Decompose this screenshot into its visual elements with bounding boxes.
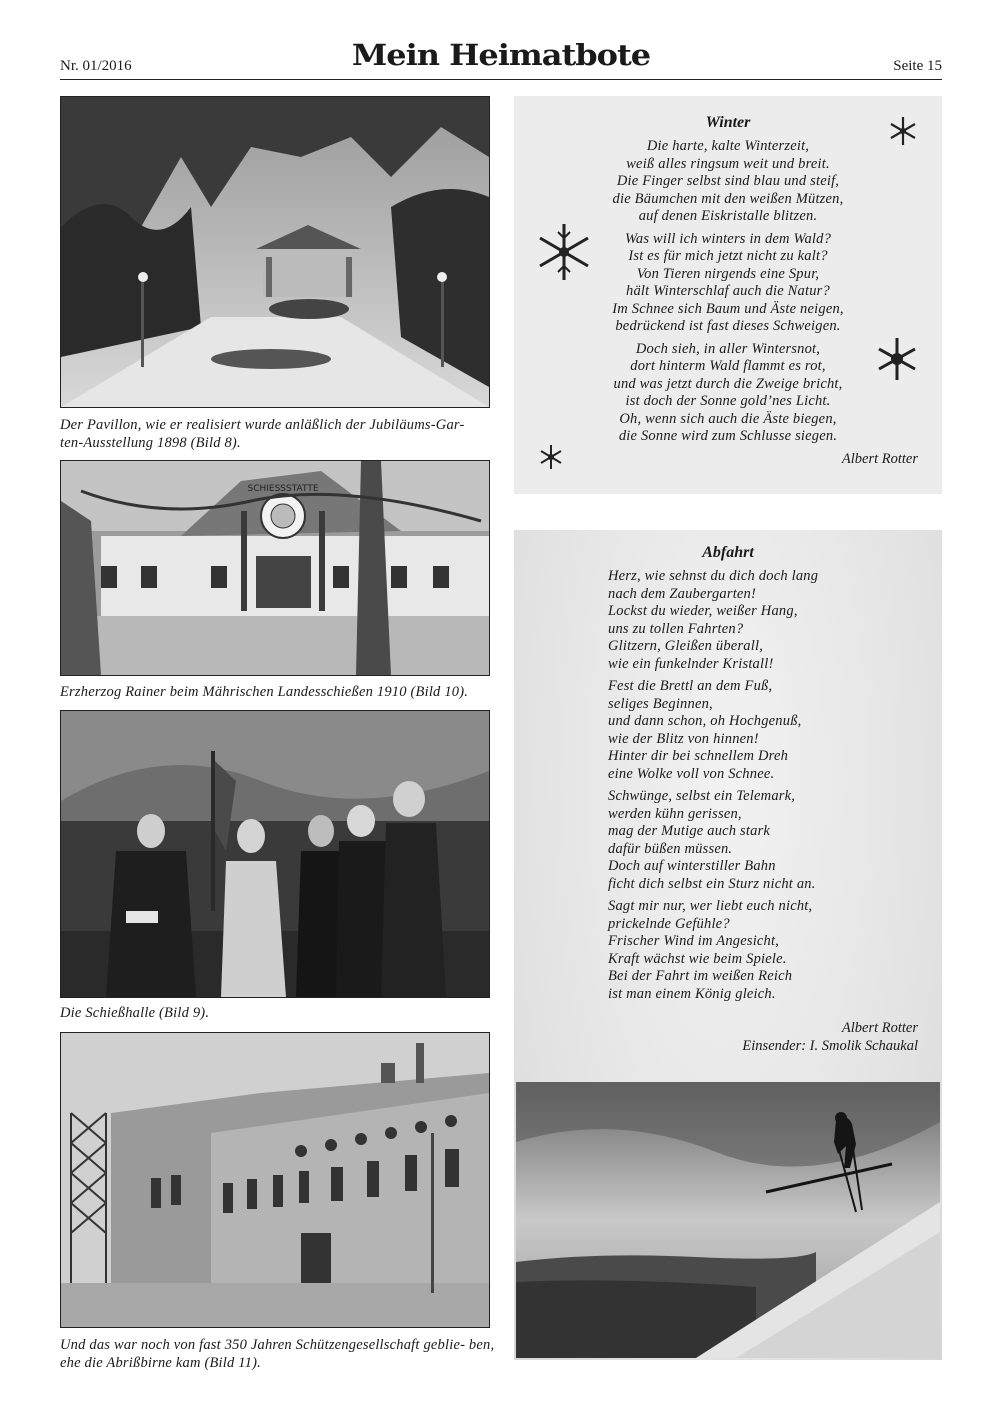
poem-line: auf denen Eiskristalle blitzen. xyxy=(638,208,818,224)
poem-line: weiß alles ringsum weit und breit. xyxy=(626,155,830,172)
poem-line: und was jetzt durch die Zweige bricht, xyxy=(613,375,843,392)
photo-pavilion xyxy=(60,96,490,408)
photo-archduke-group xyxy=(60,710,490,998)
snowflake-icon xyxy=(534,222,594,282)
poem-winter-text xyxy=(514,114,942,468)
poem-winter-author: Albert Rotter xyxy=(841,450,918,467)
poem-line: ist doch der Sonne gold’nes Licht. xyxy=(625,393,831,409)
poem-winter xyxy=(514,96,942,494)
poem-abfahrt-text xyxy=(608,568,928,1008)
poem-line: werden kühn gerissen, xyxy=(608,805,742,822)
poem-line: Doch auf winterstiller Bahn xyxy=(608,858,776,874)
poem-line: dort hinterm Wald flammt es rot, xyxy=(630,358,826,374)
poem-line: Sagt mir nur, wer liebt euch nicht, xyxy=(608,898,813,914)
poem-line: Im Schnee sich Baum und Äste neigen, xyxy=(612,300,844,317)
poem-line: und dann schon, oh Hochgenuß, xyxy=(608,713,802,729)
poem-line: die Bäumchen mit den weißen Mützen, xyxy=(612,190,844,207)
caption-shooting-range: Erzherzog Rainer beim Mährischen Landesschießen 1910 (Bild 10). xyxy=(60,684,469,700)
poem-line: Ist es für mich jetzt nicht zu kalt? xyxy=(628,248,828,264)
photo-skier xyxy=(516,1082,940,1358)
poem-line: Bei der Fahrt im weißen Reich xyxy=(608,968,793,984)
poem-line: hält Winterschlaf auch die Natur? xyxy=(626,283,830,299)
poem-line: Herz, wie sehnst du dich doch lang xyxy=(608,568,819,584)
snowflake-icon xyxy=(874,336,920,382)
poem-line: Oh, wenn sich auch die Äste biegen, xyxy=(619,410,837,427)
poem-abfahrt-author: Albert Rotter xyxy=(841,1020,918,1036)
photo-shooting-range xyxy=(60,460,490,676)
poem-line: dafür büßen müssen. xyxy=(608,840,733,857)
poem-line: wie der Blitz von hinnen! xyxy=(608,730,759,747)
snowflake-icon xyxy=(538,444,564,470)
poem-line: mag der Mutige auch stark xyxy=(608,823,771,839)
poem-line: Doch sieh, in aller Wintersnot, xyxy=(635,340,821,357)
caption-building: Und das war noch von fast 350 Jahren Schützengesellschaft geblie- ben, ehe die Abrißbirne kam (Bild 11). xyxy=(60,1337,495,1371)
poem-line: Die Finger selbst sind blau und steif, xyxy=(616,173,840,189)
snowflake-icon xyxy=(888,116,918,146)
poem-line: Schwünge, selbst ein Telemark, xyxy=(608,788,796,804)
poem-abfahrt xyxy=(514,530,942,1360)
poem-winter-title: Winter xyxy=(705,114,751,131)
poem-line: die Sonne wird zum Schlusse siegen. xyxy=(618,428,838,444)
page-header xyxy=(60,36,942,80)
poem-line: Kraft wächst wie beim Spiele. xyxy=(608,950,787,967)
poem-line: wie ein funkelnder Kristall! xyxy=(608,655,774,672)
poem-line: Von Tieren nirgends eine Spur, xyxy=(636,265,820,282)
photo-building xyxy=(60,1032,490,1328)
poem-line: seliges Beginnen, xyxy=(608,695,713,712)
poem-line: Was will ich winters in dem Wald? xyxy=(624,230,832,247)
poem-abfahrt-submitter: Einsender: I. Smolik Schaukal xyxy=(742,1038,918,1054)
caption-archduke-group: Die Schießhalle (Bild 9). xyxy=(60,1005,210,1021)
page-number: Seite 15 xyxy=(893,58,942,74)
poem-line: Hinter dir bei schnellem Dreh xyxy=(608,748,789,764)
poem-line: eine Wolke voll von Schnee. xyxy=(608,765,775,782)
poem-line: Frischer Wind im Angesicht, xyxy=(608,933,780,949)
shooting-range-sign: SCHIESSSTATTE xyxy=(247,484,319,494)
poem-line: Lockst du wieder, weißer Hang, xyxy=(608,603,798,619)
poem-line: uns zu tollen Fahrten? xyxy=(608,620,744,637)
caption-pavilion: Der Pavillon, wie er realisiert wurde anläßlich der Jubiläums-Gar- ten-Ausstellung 1898 (Bild 8). xyxy=(60,417,465,451)
poem-line: nach dem Zaubergarten! xyxy=(608,585,757,602)
poem-line: Glitzern, Gleißen überall, xyxy=(608,638,764,654)
poem-line: prickelnde Gefühle? xyxy=(608,915,730,932)
masthead-logo: Mein Heimatbote xyxy=(351,37,651,73)
poem-line: ist man einem König gleich. xyxy=(608,985,776,1002)
header-rule xyxy=(60,79,942,80)
poem-line: Die harte, kalte Winterzeit, xyxy=(646,138,810,154)
poem-line: Fest die Brettl an dem Fuß, xyxy=(608,678,773,694)
poem-abfahrt-title: Abfahrt xyxy=(702,544,754,561)
poem-line: ficht dich selbst ein Sturz nicht an. xyxy=(608,875,816,892)
poem-line: bedrückend ist fast dieses Schweigen. xyxy=(615,318,841,334)
issue-number: Nr. 01/2016 xyxy=(60,58,132,74)
